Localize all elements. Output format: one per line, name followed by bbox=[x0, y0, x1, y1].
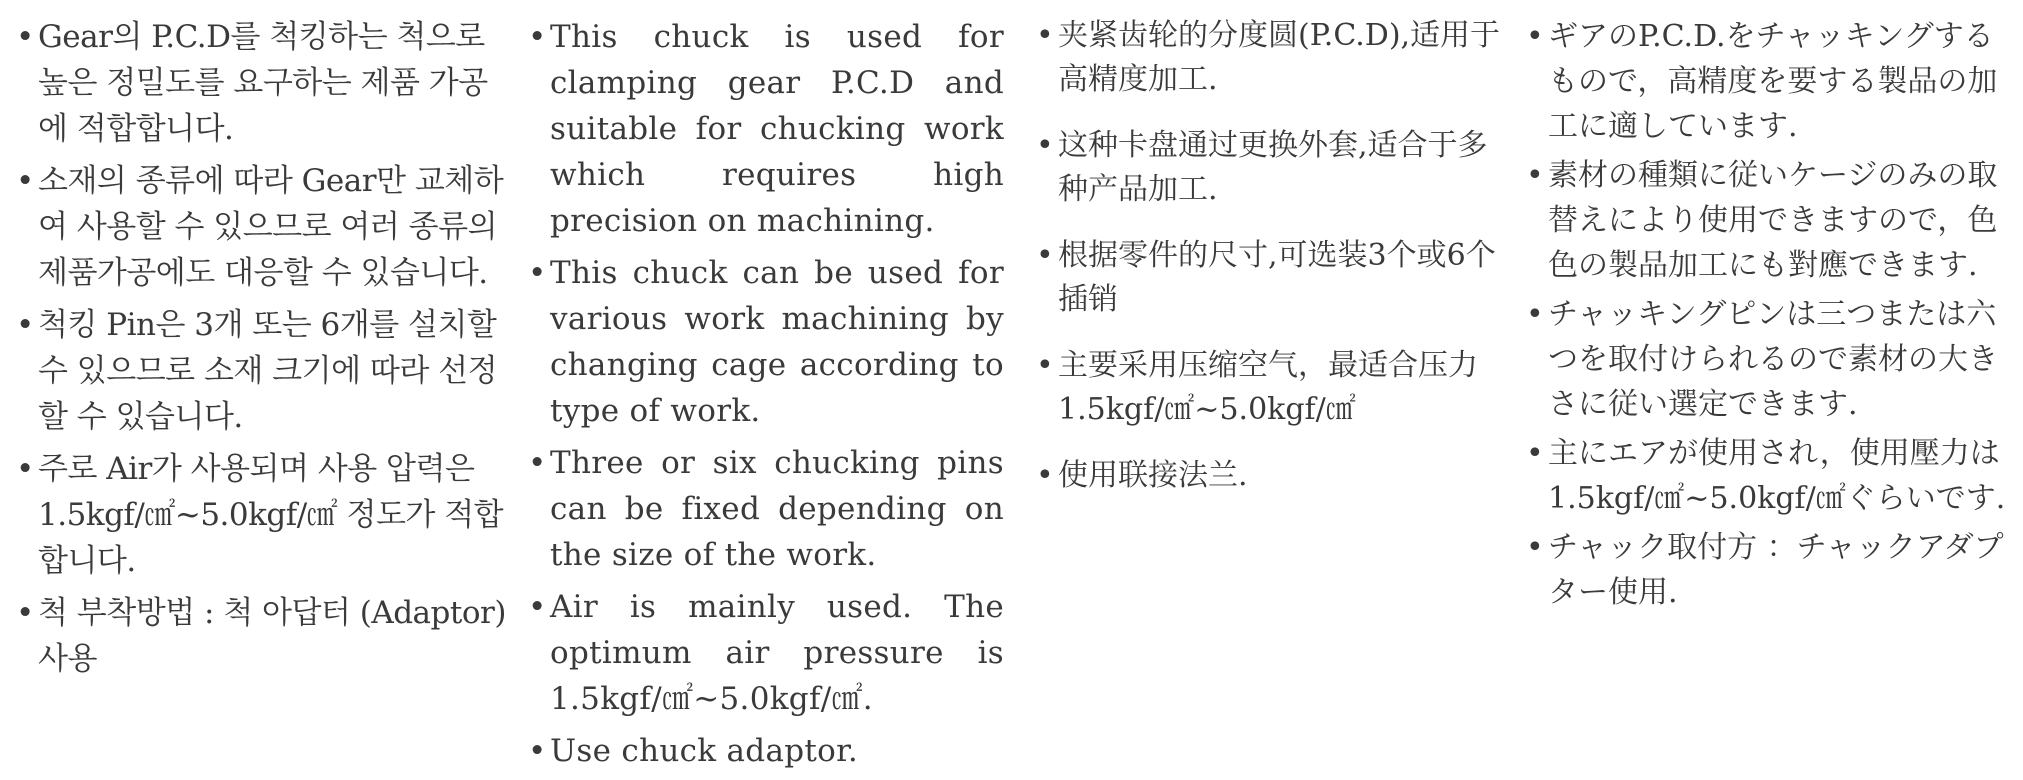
bullet-marker: • bbox=[1526, 158, 1544, 193]
korean-item-2-text: 소재의 종류에 따라 Gear만 교체하여 사용할 수 있으므로 여러 종류의 제품가공에도 대응할 수 있습니다. bbox=[38, 163, 504, 291]
english-bullet-list bbox=[528, 14, 1004, 774]
korean-item-2 bbox=[16, 158, 516, 296]
bullet-marker: • bbox=[16, 307, 34, 343]
english-item-2 bbox=[528, 250, 1004, 434]
korean-item-5 bbox=[16, 590, 516, 682]
bullet-marker: • bbox=[16, 163, 34, 199]
korean-column bbox=[16, 14, 516, 688]
english-item-5-text: Use chuck adaptor. bbox=[550, 733, 858, 769]
japanese-column bbox=[1526, 14, 2012, 619]
korean-item-1 bbox=[16, 14, 516, 152]
korean-item-3 bbox=[16, 302, 516, 440]
bullet-marker: • bbox=[1036, 348, 1054, 383]
bullet-marker: • bbox=[1526, 530, 1544, 565]
korean-item-1-text: Gear의 P.C.D를 척킹하는 척으로 높은 정밀도를 요구하는 제품 가공에 적합합니다. bbox=[38, 19, 488, 147]
japanese-item-5-text: チャック取付方 ：チャックアダプター使用. bbox=[1548, 530, 2004, 610]
bullet-marker: • bbox=[1526, 19, 1544, 54]
japanese-item-4-text: 主にエアが使用され，使用壓力は1.5kgf/㎠~5.0kgf/㎠ぐらいです. bbox=[1548, 436, 2006, 516]
korean-bullet-list bbox=[16, 14, 516, 682]
chinese-item-4-text: 主要采用压缩空气，最适合压力1.5kgf/㎠~5.0kgf/㎠ bbox=[1058, 348, 1478, 427]
bullet-marker: • bbox=[1036, 458, 1054, 493]
english-item-1-text: This chuck is used for clamping gear P.C.D and suitable for chucking work which requires high precision on machining. bbox=[550, 19, 1004, 239]
korean-item-4-text: 주로 Air가 사용되며 사용 압력은 1.5kgf/㎠~5.0kgf/㎠ 정도가 적합합니다. bbox=[38, 451, 504, 579]
english-item-3-text: Three or six chucking pins can be fixed depending on the size of the work. bbox=[550, 445, 1004, 573]
korean-item-4 bbox=[16, 446, 516, 584]
japanese-bullet-list bbox=[1526, 14, 2012, 615]
english-item-3 bbox=[528, 440, 1004, 578]
japanese-item-4 bbox=[1526, 431, 2012, 521]
bullet-marker: • bbox=[16, 595, 34, 631]
bullet-marker: • bbox=[1526, 436, 1544, 471]
japanese-item-2 bbox=[1526, 153, 2012, 288]
bullet-marker: • bbox=[1526, 297, 1544, 332]
japanese-item-1 bbox=[1526, 14, 2012, 149]
chinese-bullet-list bbox=[1036, 14, 1506, 498]
bullet-marker: • bbox=[528, 19, 547, 55]
bullet-marker: • bbox=[528, 255, 547, 291]
english-item-4 bbox=[528, 584, 1004, 722]
chinese-column bbox=[1036, 14, 1506, 520]
english-item-2-text: This chuck can be used for various work machining by changing cage according to type of work. bbox=[550, 255, 1004, 429]
english-item-4-text: Air is mainly used. The optimum air pressure is 1.5kgf/㎠~5.0kgf/㎠. bbox=[550, 589, 1004, 717]
chinese-item-2-text: 这种卡盘通过更换外套,适合于多种产品加工. bbox=[1058, 128, 1488, 207]
chinese-item-4 bbox=[1036, 344, 1506, 432]
english-item-1 bbox=[528, 14, 1004, 244]
chinese-item-1 bbox=[1036, 14, 1506, 102]
japanese-item-3-text: チャッキングピンは三つまたは六つを取付けられるので素材の大きさに従い選定できます. bbox=[1548, 297, 1998, 422]
chinese-item-2 bbox=[1036, 124, 1506, 212]
chinese-item-5-text: 使用联接法兰. bbox=[1058, 458, 1248, 493]
bullet-marker: • bbox=[528, 445, 547, 481]
bullet-marker: • bbox=[1036, 18, 1054, 53]
english-column bbox=[528, 14, 1004, 780]
japanese-item-3 bbox=[1526, 292, 2012, 427]
bullet-marker: • bbox=[16, 451, 34, 487]
bullet-marker: • bbox=[1036, 238, 1054, 273]
korean-item-5-text: 척 부착방법 : 척 아답터 (Adaptor)사용 bbox=[38, 595, 506, 677]
chinese-item-5 bbox=[1036, 454, 1506, 498]
japanese-item-2-text: 素材の種類に従いケージのみの取替えにより使用できますので，色色の製品加工にも對應できます. bbox=[1548, 158, 1998, 283]
korean-item-3-text: 척킹 Pin은 3개 또는 6개를 설치할 수 있으므로 소재 크기에 따라 선정할 수 있습니다. bbox=[38, 307, 498, 435]
chinese-item-3-text: 根据零件的尺寸,可选装3个或6个插销 bbox=[1058, 238, 1496, 317]
chinese-item-3 bbox=[1036, 234, 1506, 322]
chinese-item-1-text: 夹紧齿轮的分度圆(P.C.D),适用于高精度加工. bbox=[1058, 18, 1501, 97]
japanese-item-1-text: ギアのP.C.D.をチャッキングするもので，高精度を要する製品の加工に適しています. bbox=[1548, 19, 1998, 144]
bullet-marker: • bbox=[528, 733, 547, 769]
bullet-marker: • bbox=[1036, 128, 1054, 163]
bullet-marker: • bbox=[16, 19, 34, 55]
japanese-item-5 bbox=[1526, 525, 2012, 615]
english-item-5 bbox=[528, 728, 1004, 774]
bullet-marker: • bbox=[528, 589, 547, 625]
